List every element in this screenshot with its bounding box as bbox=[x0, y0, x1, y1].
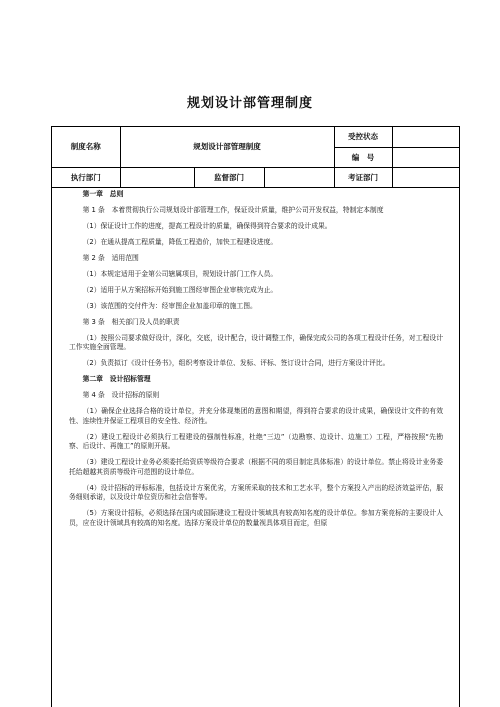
header-table bbox=[52, 127, 460, 188]
body-paragraph: （2）适用于从方案招标开始到施工图经审图企业审核完成为止。 bbox=[82, 285, 278, 294]
body-paragraph: （5）方案设计招标，必须选择在国内或国际建设工程设计领域具有较高知名度的设计单位。参加方案竞标的主要设计人员，应在设计领域具有较高的知名度。选择方案设计单位的数量视具体项目而定，但原 bbox=[69, 509, 443, 527]
article-heading: 第 1 条 本着贯彻执行公司规划设计部管理工作，保证设计质量，维护公司开发权益，特制定本制度 bbox=[82, 205, 384, 214]
exec-dept-value bbox=[120, 167, 194, 187]
controlled-status-label: 受控状态 bbox=[334, 127, 392, 147]
body-paragraph: （4）设计招标的评标标准，包括设计方案优劣，方案所采取的技术和工艺水平，整个方案投入产出的经济效益评估，服务细则承诺，以及设计单位资历和社会信誉等。 bbox=[69, 483, 443, 502]
body-paragraph: （2）负责拟订《设计任务书》，组织考察设计单位、发标、评标、签订设计合同，进行方案设计评比。 bbox=[82, 359, 390, 368]
number-value bbox=[392, 147, 460, 167]
supervise-dept-value bbox=[264, 167, 334, 187]
body-paragraph: （1）按照公司要求做好设计，深化，交底，设计配合，设计调整工作，确保完成公司的各项工程设计任务，对工程设计工作实施全面管理。 bbox=[69, 333, 443, 352]
body-paragraph: （1）本规定适用于金第公司辖属项目，规划设计部门工作人员。 bbox=[82, 269, 278, 278]
document-frame bbox=[51, 126, 460, 707]
body-paragraph: （2）建设工程设计必须执行工程建设的强制性标准，杜绝“三边”（边勘察、边设计、边施工）工程，严格按照“先勘察、后设计、再施工”的原则开展。 bbox=[69, 432, 443, 451]
chapter-heading: 第一章 总则 bbox=[82, 189, 124, 198]
body-paragraph: （3）该范围的交付件为：经审图企业加盖印章的施工图。 bbox=[82, 301, 257, 310]
exec-dept-label: 执行部门 bbox=[52, 167, 120, 187]
document-body bbox=[52, 188, 459, 529]
body-paragraph: （1）保证设计工作的进度，提高工程设计的质量，确保得到符合要求的设计成果。 bbox=[82, 221, 332, 230]
system-name-label: 制度名称 bbox=[52, 127, 120, 167]
body-paragraph: （2）在通从提高工程质量，降低工程造价，加快工程建设进度。 bbox=[82, 237, 278, 246]
chapter-heading: 第二章 设计招标管理 bbox=[82, 375, 151, 384]
system-name-value: 规划设计部管理制度 bbox=[120, 127, 334, 167]
article-heading: 第 2 条 适用范围 bbox=[82, 253, 139, 262]
supervise-dept-label: 监督部门 bbox=[194, 167, 264, 187]
assess-dept-label: 考证部门 bbox=[334, 167, 392, 187]
assess-dept-value bbox=[392, 167, 460, 187]
document-title: 规划设计部管理制度 bbox=[186, 96, 313, 111]
body-paragraph: （3）建设工程设计业务必须委托给资质等级符合要求（根据不同的项目制定具体标准）的设计单位。禁止将设计业务委托给超越其资质等级许可范围的设计单位。 bbox=[69, 458, 443, 476]
article-heading: 第 3 条 相关部门及人员的职责 bbox=[82, 317, 180, 326]
body-paragraph: （1）确保企业选择合格的设计单位，并充分体现集团的意图和期望，得到符合要求的设计成果，确保设计文件的有效性、连续性并保证工程项目的安全性、经济性。 bbox=[69, 407, 443, 425]
number-label: 编 号 bbox=[334, 147, 392, 167]
article-heading: 第 4 条 设计招标的原则 bbox=[82, 391, 160, 400]
controlled-status-value bbox=[392, 127, 460, 147]
